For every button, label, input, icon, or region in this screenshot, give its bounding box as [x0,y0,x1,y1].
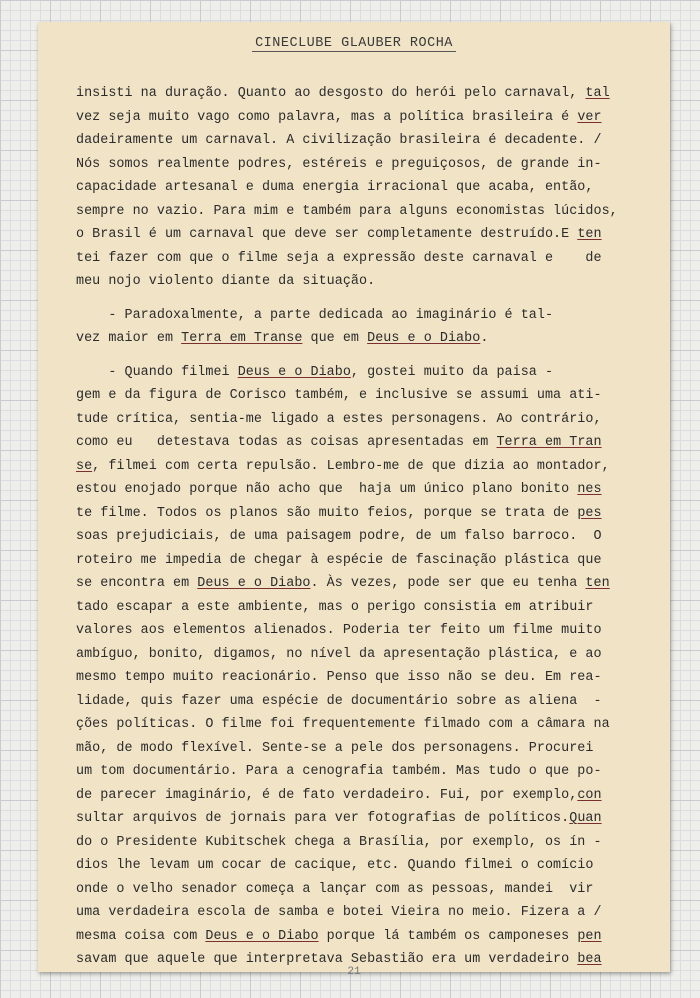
text-segment: um tom documentário. Para a cenografia também. Mas tudo o que po- [76,764,602,779]
underlined-text: bea [577,952,602,967]
text-segment: insisti na duração. Quanto ao desgosto do herói pelo carnaval, [76,86,586,101]
text-segment: de parecer imaginário, é de fato verdadeiro. Fui, por exemplo, [76,787,578,803]
text-segment: te filme. Todos os planos são muito feios, porque se trata de [76,505,578,521]
text-segment: - Quando filmei [76,364,238,380]
underlined-text: Deus e o Diabo [367,331,481,346]
underlined-text: ver [577,109,602,125]
text-segment: sempre no vazio. Para mim e também para alguns economistas lúcidos, [76,203,618,219]
text-line [76,153,654,177]
text-line [76,737,654,761]
text-line [76,478,654,502]
underlined-text: se [76,458,93,474]
underlined-text: Terra em Transe [181,331,303,346]
text-line [76,549,654,573]
text-segment: o Brasil é um carnaval que deve ser completamente destruído.E [76,227,578,242]
underlined-text: Quan [569,811,602,826]
text-segment: onde o velho senador começa a lançar com as pessoas, mandei vir [76,881,594,897]
text-line [76,925,654,949]
text-line [76,176,654,200]
underlined-text: pes [577,505,602,521]
text-line [76,878,654,902]
text-line [76,502,654,526]
text-line [76,854,654,878]
text-line [76,384,654,408]
text-segment: mesma coisa com [76,928,206,944]
document-body [76,82,654,972]
text-segment: - Paradoxalmente, a parte dedicada ao imaginário é tal- [76,307,554,323]
underlined-text: ten [577,227,602,242]
text-segment: estou enojado porque não acho que haja um único plano bonito [76,482,578,497]
text-line [76,106,654,130]
text-segment: mão, de modo flexível. Sente-se a pele dos personagens. Procurei [76,740,594,756]
paragraph-gap [76,294,654,304]
text-segment: roteiro me impedia de chegar à espécie de fascinação plástica que [76,552,602,568]
underlined-text: Deus e o Diabo [197,576,311,591]
text-line [76,408,654,432]
text-segment: mesmo tempo muito reacionário. Penso que isso não se deu. Em rea- [76,670,602,685]
underlined-text: Terra em Tran [496,435,602,450]
text-segment: dadeiramente um carnaval. A civilização brasileira é decadente. / [76,133,602,148]
text-segment: tude crítica, sentia-me ligado a estes personagens. Ao contrário, [76,411,602,427]
text-line [76,247,654,271]
text-line [76,431,654,455]
text-segment: . Às vezes, pode ser que eu tenha [310,576,586,591]
text-segment: valores aos elementos alienados. Poderia ter feito um filme muito [76,623,602,638]
text-segment: Nós somos realmente podres, estéreis e preguiçosos, de grande in- [76,156,602,172]
text-segment: do o Presidente Kubitschek chega a Brasília, por exemplo, os ín - [76,834,602,850]
text-line [76,572,654,596]
text-segment: . [480,331,489,346]
text-segment: ambíguo, bonito, digamos, no nível da apresentação plástica, e ao [76,646,602,662]
text-segment: sultar arquivos de jornais para ver fotografias de políticos. [76,811,570,826]
page-header [38,36,670,51]
paragraph-gap [76,351,654,361]
text-segment: meu nojo violento diante da situação. [76,274,376,289]
text-segment: lidade, quis fazer uma espécie de documentário sobre as aliena - [76,693,602,709]
text-segment: que em [302,331,368,346]
page-number: 21 [347,966,361,978]
text-line [76,807,654,831]
text-segment: , filmei com certa repulsão. Lembro-me de que dizia ao montador, [92,458,610,474]
text-line [76,760,654,784]
underlined-text: tal [585,86,610,101]
text-segment: tado escapar a este ambiente, mas o perigo consistia em atribuir [76,599,594,615]
text-segment: uma verdadeira escola de samba e botei Vieira no meio. Fizera a / [76,905,602,920]
text-line [76,200,654,224]
text-segment: capacidade artesanal e duma energia irracional que acaba, então, [76,180,594,195]
text-segment: , gostei muito da paisa - [350,364,554,380]
text-line [76,129,654,153]
text-segment: vez seja muito vago como palavra, mas a política brasileira é [76,109,578,125]
underlined-text: nes [577,482,602,497]
text-line [76,666,654,690]
text-line [76,270,654,294]
underlined-text: ten [585,576,610,591]
underlined-text: pen [577,928,602,944]
text-line [76,713,654,737]
text-segment: gem e da figura de Corisco também, e inclusive se assumi uma ati- [76,388,602,403]
underlined-text: Deus e o Diabo [237,364,351,380]
text-line [76,455,654,479]
underlined-text: con [577,787,602,803]
text-line [76,327,654,351]
text-segment: como eu detestava todas as coisas apresentadas em [76,435,497,450]
text-line [76,619,654,643]
text-segment: soas prejudiciais, de uma paisagem podre, de um falso barroco. O [76,529,602,544]
text-segment: se encontra em [76,576,198,591]
text-line [76,304,654,328]
text-line [76,596,654,620]
text-segment: tei fazer com que o filme seja a expressão deste carnaval e de [76,250,602,266]
text-segment: porque lá também os camponeses [318,928,578,944]
text-line [76,525,654,549]
text-line [76,82,654,106]
text-segment: vez maior em [76,331,182,346]
underlined-text: Deus e o Diabo [205,928,319,944]
text-line [76,831,654,855]
text-line [76,690,654,714]
header-title: CINECLUBE GLAUBER ROCHA [252,36,456,52]
text-line [76,901,654,925]
text-segment: dios lhe levam um cocar de cacique, etc. Quando filmei o comício [76,858,594,873]
text-segment: savam que aquele que interpretava Sebastião era um verdadeiro [76,952,578,967]
text-line [76,223,654,247]
typewritten-page [38,22,670,978]
text-line [76,361,654,385]
text-line [76,643,654,667]
text-segment: ções políticas. O filme foi frequentemente filmado com a câmara na [76,717,610,732]
text-line [76,784,654,808]
